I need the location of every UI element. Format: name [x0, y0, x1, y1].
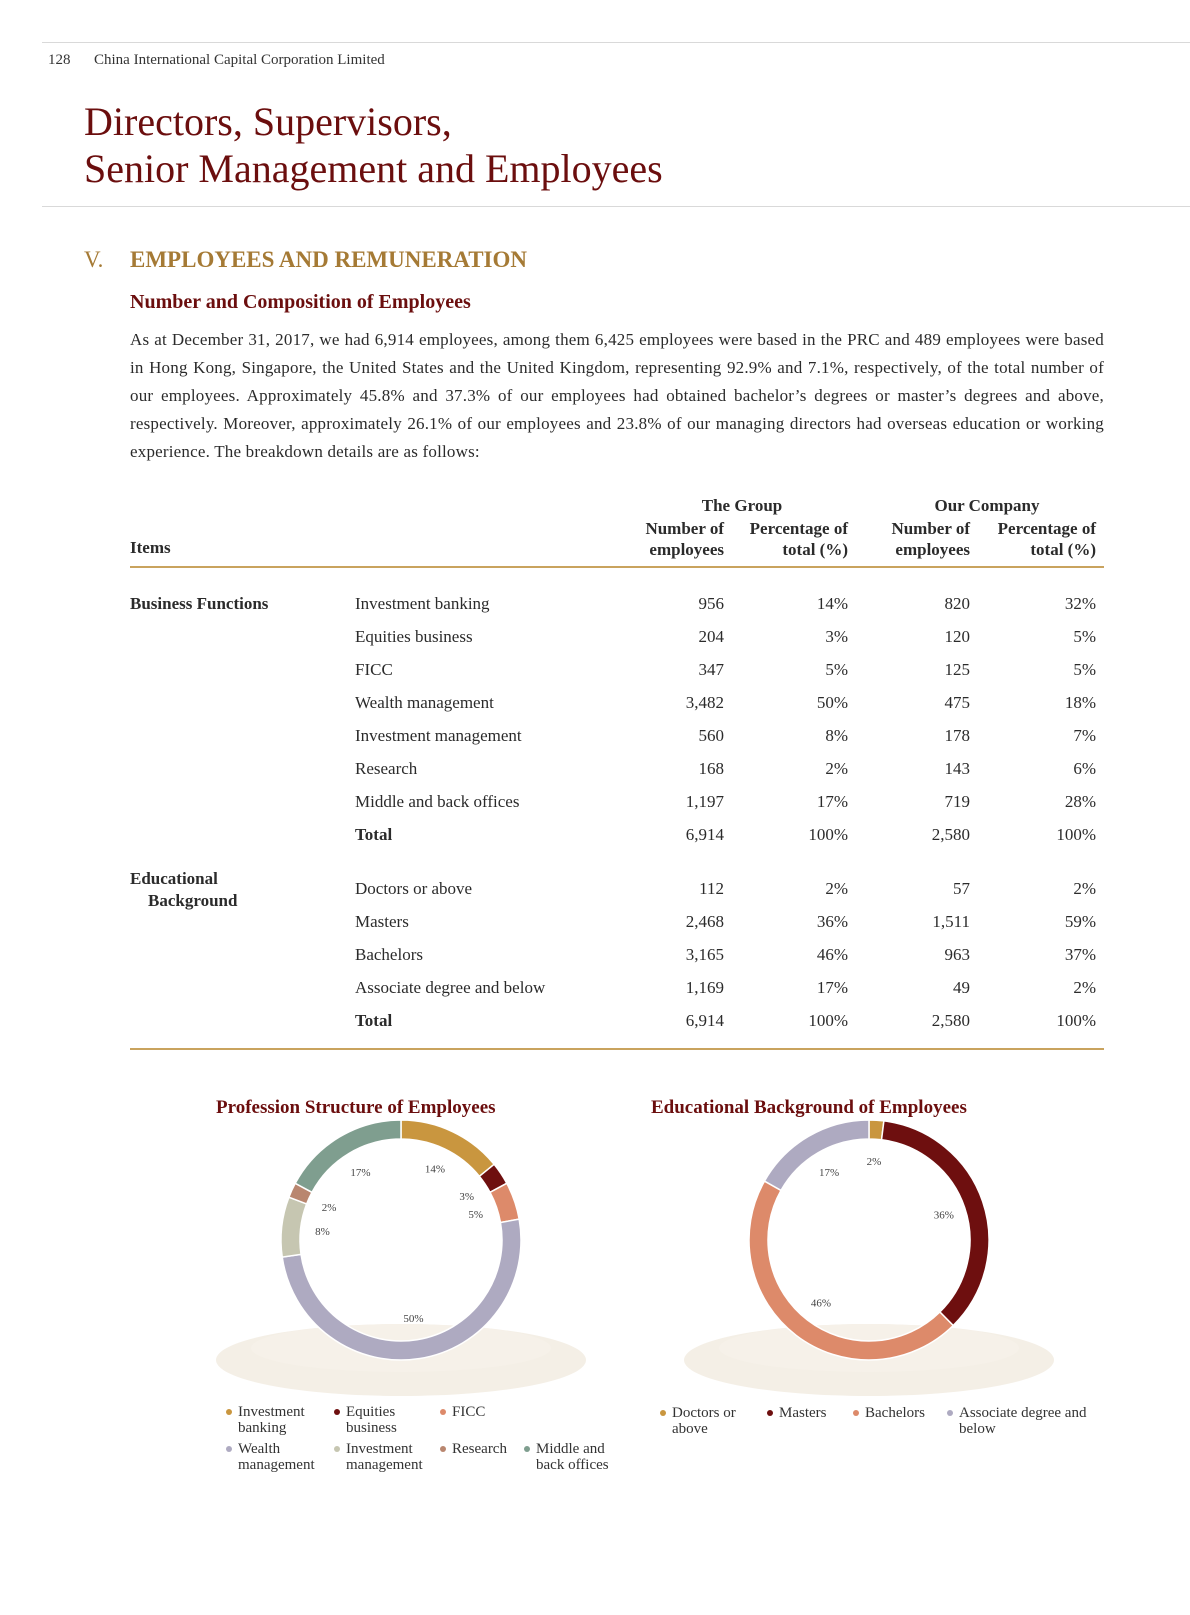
company-percent: 7% [1073, 726, 1096, 745]
row-label: Bachelors [355, 945, 423, 964]
col-header-line: Number of [645, 519, 724, 538]
table-row [130, 825, 1104, 858]
legend-label: Wealth management [238, 1441, 315, 1473]
company-name: China International Capital Corporation Limited [94, 52, 385, 68]
subsection-heading: Number and Composition of Employees [130, 291, 471, 313]
group-number: 168 [698, 759, 724, 778]
slice-label: 5% [468, 1209, 483, 1222]
group-header: The Group [701, 496, 783, 515]
legend-item [334, 1441, 434, 1473]
company-percent: 2% [1073, 978, 1096, 997]
legend-swatch [440, 1409, 446, 1415]
table-row [130, 660, 1104, 693]
table-row [130, 693, 1104, 726]
group-number: 347 [698, 660, 724, 679]
company-number: 125 [944, 660, 970, 679]
company-percent: 59% [1064, 912, 1096, 931]
legend-label: Research [452, 1441, 507, 1457]
slice-label: 17% [819, 1166, 840, 1179]
slice-label: 2% [321, 1202, 337, 1215]
group-number: 2,468 [685, 912, 724, 931]
profession-chart-title: Profession Structure of Employees [216, 1097, 496, 1118]
slice-label: 14% [424, 1163, 446, 1176]
company-percent: 37% [1064, 945, 1096, 964]
col-header-line: employees [895, 540, 970, 559]
table-row [130, 792, 1104, 825]
legend-swatch [947, 1410, 953, 1416]
table-header [130, 496, 1104, 568]
slice-label: 8% [315, 1226, 330, 1239]
legend-label: Investment management [346, 1441, 423, 1473]
company-header: Our Company [934, 496, 1040, 515]
row-label: Research [355, 759, 418, 778]
company-percent: 5% [1073, 660, 1096, 679]
group-number-header [645, 518, 724, 560]
group-number: 560 [698, 726, 724, 745]
table-row [130, 945, 1104, 978]
row-label: Total [355, 825, 393, 844]
row-label: Middle and back offices [355, 792, 520, 811]
group-percent: 50% [816, 693, 848, 712]
group-percent: 2% [825, 759, 848, 778]
company-number: 143 [944, 759, 970, 778]
company-number: 2,580 [931, 825, 970, 844]
table-row [130, 594, 1104, 627]
legend-label: Equities business [346, 1404, 397, 1436]
group-percent: 17% [816, 978, 848, 997]
company-number: 963 [944, 945, 970, 964]
profession-legend [226, 1404, 626, 1474]
legend-label: Associate degree and below [959, 1405, 1087, 1437]
legend-swatch [334, 1409, 340, 1415]
table-row [130, 726, 1104, 759]
slice-label: 3% [459, 1191, 475, 1204]
top-rule [42, 42, 1190, 43]
legend-swatch [767, 1410, 773, 1416]
page-title [84, 98, 663, 192]
group-number: 956 [698, 594, 724, 613]
group-number: 3,482 [685, 693, 724, 712]
company-percent: 28% [1064, 792, 1096, 811]
legend-item [226, 1441, 326, 1473]
group-number: 1,197 [685, 792, 724, 811]
table-row [130, 1011, 1104, 1044]
legend-label: Doctors or above [672, 1405, 736, 1437]
group-percent: 5% [825, 660, 848, 679]
section-heading [84, 247, 527, 273]
running-header [48, 52, 385, 69]
group-percent: 2% [825, 879, 848, 898]
legend-item [226, 1404, 316, 1436]
company-number: 475 [944, 693, 970, 712]
company-percent: 6% [1073, 759, 1096, 778]
company-percent: 100% [1056, 825, 1096, 844]
legend-swatch [440, 1446, 446, 1452]
row-label: Associate degree and below [355, 978, 546, 997]
company-percent: 100% [1056, 1011, 1096, 1030]
items-header: Items [130, 538, 171, 557]
slice-label: 17% [350, 1167, 371, 1180]
company-number: 1,511 [932, 912, 970, 931]
col-header-line: Percentage of [749, 519, 848, 538]
legend-label: Investment banking [238, 1404, 305, 1436]
table-row [130, 978, 1104, 1011]
row-label: Investment banking [355, 594, 490, 613]
group-number: 6,914 [685, 1011, 724, 1030]
donut-slice [281, 1197, 307, 1257]
row-label: Wealth management [355, 693, 494, 712]
profession-donut-chart [206, 1120, 606, 1400]
group-percent: 17% [816, 792, 848, 811]
title-rule [42, 206, 1190, 207]
legend-swatch [226, 1446, 232, 1452]
legend-label: Bachelors [865, 1405, 925, 1421]
legend-item [440, 1441, 520, 1457]
intro-paragraph: As at December 31, 2017, we had 6,914 employees, among them 6,425 employees were based in the PRC and 489 employees were based in Hong Kong, Singapore, the United States and the United Kingdom, representing 92.9% and 7.1%, respectively, of the total number of our employees. Approximately 45.8% and 37.3% of our employees had obtained bachelor’s degrees or master’s degrees and above, respectively. Moreover, approximately 26.1% of our employees and 23.8% of our managing directors had overseas education or working experience. The breakdown details are as follows: [130, 330, 1104, 461]
company-number: 120 [944, 627, 970, 646]
group-number: 1,169 [685, 978, 724, 997]
col-header-line: employees [649, 540, 724, 559]
legend-swatch [226, 1409, 232, 1415]
row-label: Total [355, 1011, 393, 1030]
row-label: Equities business [355, 627, 473, 646]
legend-swatch [853, 1410, 859, 1416]
company-number: 820 [944, 594, 970, 613]
company-number: 719 [944, 792, 970, 811]
section-title: EMPLOYEES AND REMUNERATION [130, 247, 527, 272]
company-number: 49 [953, 978, 970, 997]
group-percent: 36% [816, 912, 848, 931]
slice-label: 46% [810, 1297, 832, 1310]
company-number: 57 [953, 879, 970, 898]
group-percent-header [750, 518, 848, 560]
legend-item [440, 1404, 510, 1420]
company-percent: 18% [1064, 693, 1096, 712]
legend-item [660, 1405, 760, 1437]
table-row [130, 912, 1104, 945]
slice-label: 50% [403, 1313, 424, 1326]
education-chart-title: Educational Background of Employees [651, 1097, 967, 1118]
legend-item [334, 1404, 424, 1436]
group-number: 112 [699, 879, 724, 898]
table-row [130, 627, 1104, 660]
company-number-header [891, 518, 970, 560]
education-category-label [130, 868, 237, 912]
slice-label: 2% [866, 1156, 882, 1169]
group-percent: 8% [825, 726, 848, 745]
education-legend [660, 1405, 1090, 1445]
section-number: V. [84, 247, 104, 272]
page-title-line2: Senior Management and Employees [84, 146, 663, 191]
page-title-line1: Directors, Supervisors, [84, 99, 452, 144]
page-number: 128 [48, 52, 71, 68]
donut-slice [295, 1120, 401, 1192]
row-label: Doctors or above [355, 879, 473, 898]
business-category-label: Business Functions [130, 594, 269, 613]
legend-item [524, 1441, 624, 1473]
group-number: 204 [698, 627, 724, 646]
donut-slice [882, 1121, 989, 1326]
donut-slice [764, 1120, 869, 1190]
group-percent: 3% [825, 627, 848, 646]
row-label: Masters [355, 912, 409, 931]
col-header-line: total (%) [782, 540, 848, 559]
legend-item [767, 1405, 847, 1421]
legend-label: FICC [452, 1404, 486, 1420]
legend-item [947, 1405, 1087, 1437]
company-percent-header [998, 518, 1096, 560]
company-percent: 5% [1073, 627, 1096, 646]
group-percent: 100% [808, 825, 848, 844]
table-bottom-rule [130, 1048, 1104, 1050]
table-row [130, 879, 1104, 912]
row-label: FICC [355, 660, 393, 679]
company-number: 178 [944, 726, 970, 745]
col-header-line: total (%) [1030, 540, 1096, 559]
legend-item [853, 1405, 943, 1421]
education-category-line2: Background [148, 891, 238, 910]
legend-label: Middle and back offices [536, 1441, 609, 1473]
slice-label: 36% [933, 1209, 954, 1222]
education-category-line1: Educational [130, 869, 218, 888]
company-number: 2,580 [931, 1011, 970, 1030]
education-donut-chart [674, 1120, 1074, 1400]
group-number: 6,914 [685, 825, 724, 844]
col-header-line: Number of [891, 519, 970, 538]
legend-swatch [334, 1446, 340, 1452]
legend-swatch [660, 1410, 666, 1416]
group-percent: 14% [816, 594, 848, 613]
col-header-line: Percentage of [997, 519, 1096, 538]
company-percent: 32% [1064, 594, 1096, 613]
table-row [130, 759, 1104, 792]
legend-swatch [524, 1446, 530, 1452]
company-percent: 2% [1073, 879, 1096, 898]
group-number: 3,165 [685, 945, 724, 964]
donut-slice [401, 1120, 494, 1176]
donut-slice [490, 1183, 519, 1222]
group-percent: 46% [816, 945, 848, 964]
legend-label: Masters [779, 1405, 827, 1421]
group-percent: 100% [808, 1011, 848, 1030]
row-label: Investment management [355, 726, 522, 745]
